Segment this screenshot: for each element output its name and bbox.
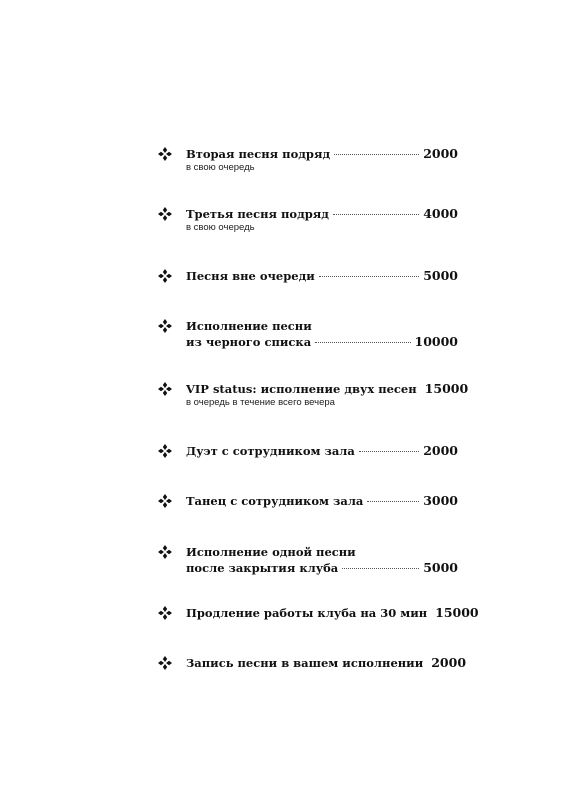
four-diamond-bullet-icon bbox=[158, 444, 174, 460]
item-price: 15000 bbox=[424, 381, 469, 396]
price-line bbox=[186, 493, 458, 509]
price-line bbox=[186, 443, 458, 459]
dot-leader bbox=[342, 568, 419, 569]
item-price: 4000 bbox=[423, 206, 458, 221]
four-diamond-bullet-icon bbox=[158, 147, 174, 163]
price-item-content bbox=[186, 655, 467, 671]
item-title: Дуэт с сотрудником зала bbox=[186, 444, 355, 458]
price-line bbox=[186, 268, 458, 284]
item-price: 3000 bbox=[423, 493, 458, 508]
four-diamond-bullet-icon bbox=[158, 207, 174, 223]
item-title: из черного списка bbox=[186, 335, 312, 349]
dot-leader bbox=[319, 276, 419, 277]
price-item-content bbox=[186, 381, 469, 408]
dot-leader bbox=[367, 501, 419, 502]
four-diamond-bullet-icon bbox=[158, 606, 174, 622]
price-line bbox=[186, 206, 458, 222]
item-title: Третья песня подряд bbox=[186, 207, 329, 221]
price-item-content bbox=[186, 605, 479, 621]
item-title: VIP status: исполнение двух песен bbox=[186, 382, 417, 396]
price-item-content bbox=[186, 544, 458, 576]
four-diamond-bullet-icon bbox=[158, 494, 174, 510]
item-note: в свою очередь bbox=[186, 222, 255, 233]
price-line bbox=[186, 146, 458, 162]
four-diamond-bullet-icon bbox=[158, 656, 174, 672]
price-line bbox=[186, 605, 479, 621]
four-diamond-bullet-icon bbox=[158, 319, 174, 335]
item-title: Продление работы клуба на 30 мин bbox=[186, 606, 428, 620]
item-title: Запись песни в вашем исполнении bbox=[186, 656, 424, 670]
price-item-content bbox=[186, 443, 458, 459]
item-note: в свою очередь bbox=[186, 162, 255, 173]
item-price: 2000 bbox=[423, 443, 458, 458]
item-note: в очередь в течение всего вечера bbox=[186, 397, 335, 408]
four-diamond-bullet-icon bbox=[158, 269, 174, 285]
item-price: 15000 bbox=[435, 605, 479, 620]
price-line bbox=[186, 655, 467, 671]
price-list bbox=[158, 0, 479, 800]
four-diamond-bullet-icon bbox=[158, 382, 174, 398]
item-title-line1: Исполнение песни bbox=[186, 319, 312, 333]
item-title: Песня вне очереди bbox=[186, 269, 315, 283]
dot-leader bbox=[333, 214, 419, 215]
item-price: 10000 bbox=[414, 334, 458, 349]
price-item-content bbox=[186, 268, 458, 284]
dot-leader bbox=[334, 154, 419, 155]
four-diamond-bullet-icon bbox=[158, 545, 174, 561]
price-item-content bbox=[186, 146, 458, 173]
item-title: Танец с сотрудником зала bbox=[186, 494, 364, 508]
item-price: 5000 bbox=[423, 560, 458, 575]
price-item-content bbox=[186, 206, 458, 233]
price-item-content bbox=[186, 318, 458, 350]
dot-leader bbox=[359, 451, 419, 452]
item-title: после закрытия клуба bbox=[186, 561, 339, 575]
dot-leader bbox=[315, 342, 410, 343]
item-title: Вторая песня подряд bbox=[186, 147, 331, 161]
item-price: 5000 bbox=[423, 268, 458, 283]
price-line bbox=[186, 381, 469, 397]
item-title-line1: Исполнение одной песни bbox=[186, 545, 356, 559]
price-line bbox=[186, 560, 458, 576]
item-price: 2000 bbox=[431, 655, 467, 670]
price-line bbox=[186, 334, 458, 350]
price-item-content bbox=[186, 493, 458, 509]
item-price: 2000 bbox=[423, 146, 458, 161]
